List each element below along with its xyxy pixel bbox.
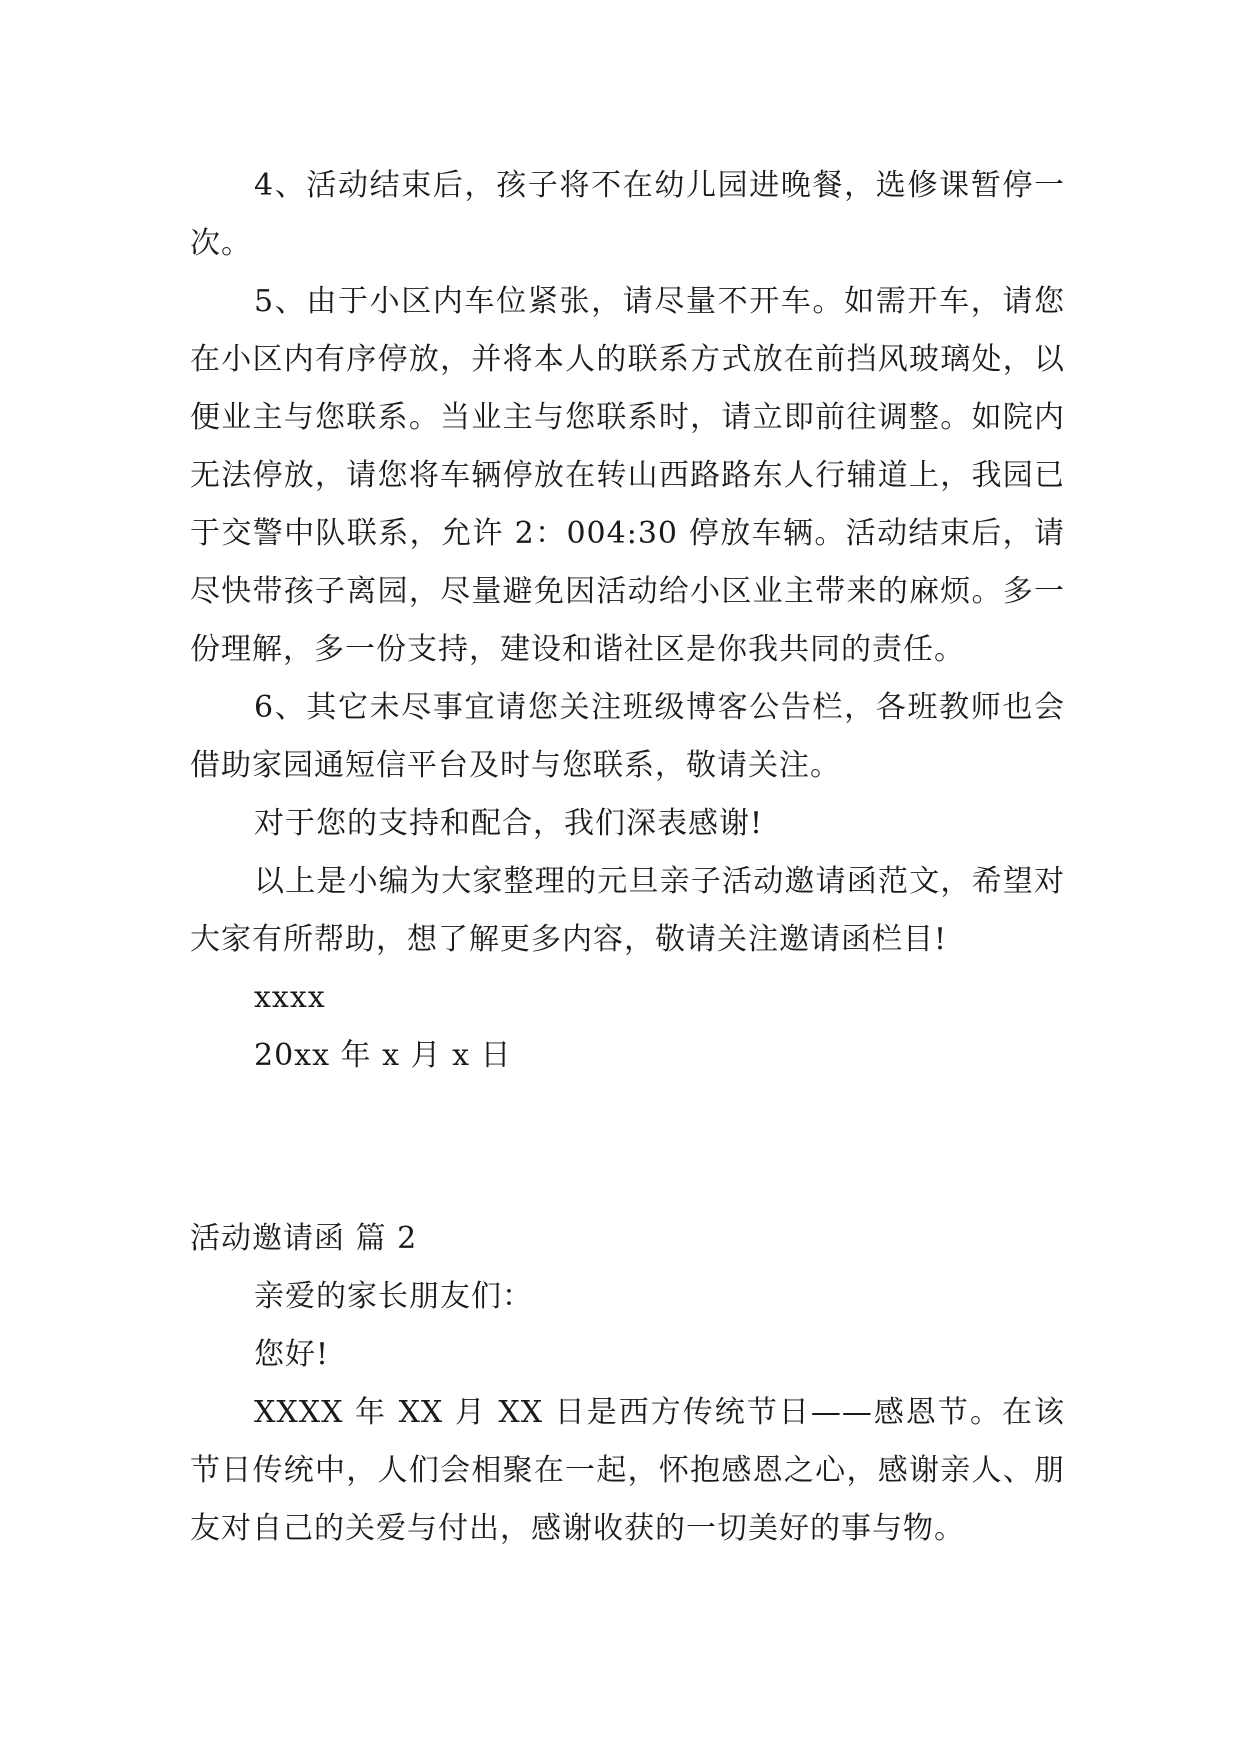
- intro-paragraph: XXXX 年 XX 月 XX 日是西方传统节日——感恩节。在该节日传统中，人们会相聚在一起，怀抱感恩之心，感谢亲人、朋友对自己的关爱与付出，感谢收获的一切美好的事与物。: [190, 1395, 1065, 1546]
- salutation: 亲爱的家长朋友们：: [254, 1279, 533, 1314]
- signature: xxxx: [254, 980, 326, 1015]
- thanks-paragraph: 对于您的支持和配合，我们深表感谢!: [254, 806, 764, 841]
- section-2-body: [190, 1268, 1065, 1558]
- paragraph-item-4: 4、活动结束后，孩子将不在幼儿园进晚餐，选修课暂停一次。: [190, 168, 1065, 261]
- section-1-body: [190, 157, 1065, 1085]
- editor-note-paragraph: 以上是小编为大家整理的元旦亲子活动邀请函范文，希望对大家有所帮助，想了解更多内容，敬请关注邀请函栏目!: [190, 864, 1065, 957]
- signature-date: 20xx 年 x 月 x 日: [254, 1038, 512, 1073]
- greeting: 您好!: [254, 1337, 330, 1372]
- paragraph-item-6: 6、其它未尽事宜请您关注班级博客公告栏，各班教师也会借助家园通短信平台及时与您联系，敬请关注。: [190, 690, 1065, 783]
- paragraph-item-5: 5、由于小区内车位紧张，请尽量不开车。如需开车，请您在小区内有序停放，并将本人的联系方式放在前挡风玻璃处，以便业主与您联系。当业主与您联系时，请立即前往调整。如院内无法停放，请您将车辆停放在转山西路路东人行辅道上，我园已于交警中队联系，允许 2：004:30 停放车辆。活动结束后，请尽快带孩子离园，尽量避免因活动给小区业主带来的麻烦。多一份理解，多一份支持，建设和谐社区是你我共同的责任。: [190, 284, 1065, 667]
- section-2-heading: 活动邀请函 篇 2: [190, 1221, 418, 1256]
